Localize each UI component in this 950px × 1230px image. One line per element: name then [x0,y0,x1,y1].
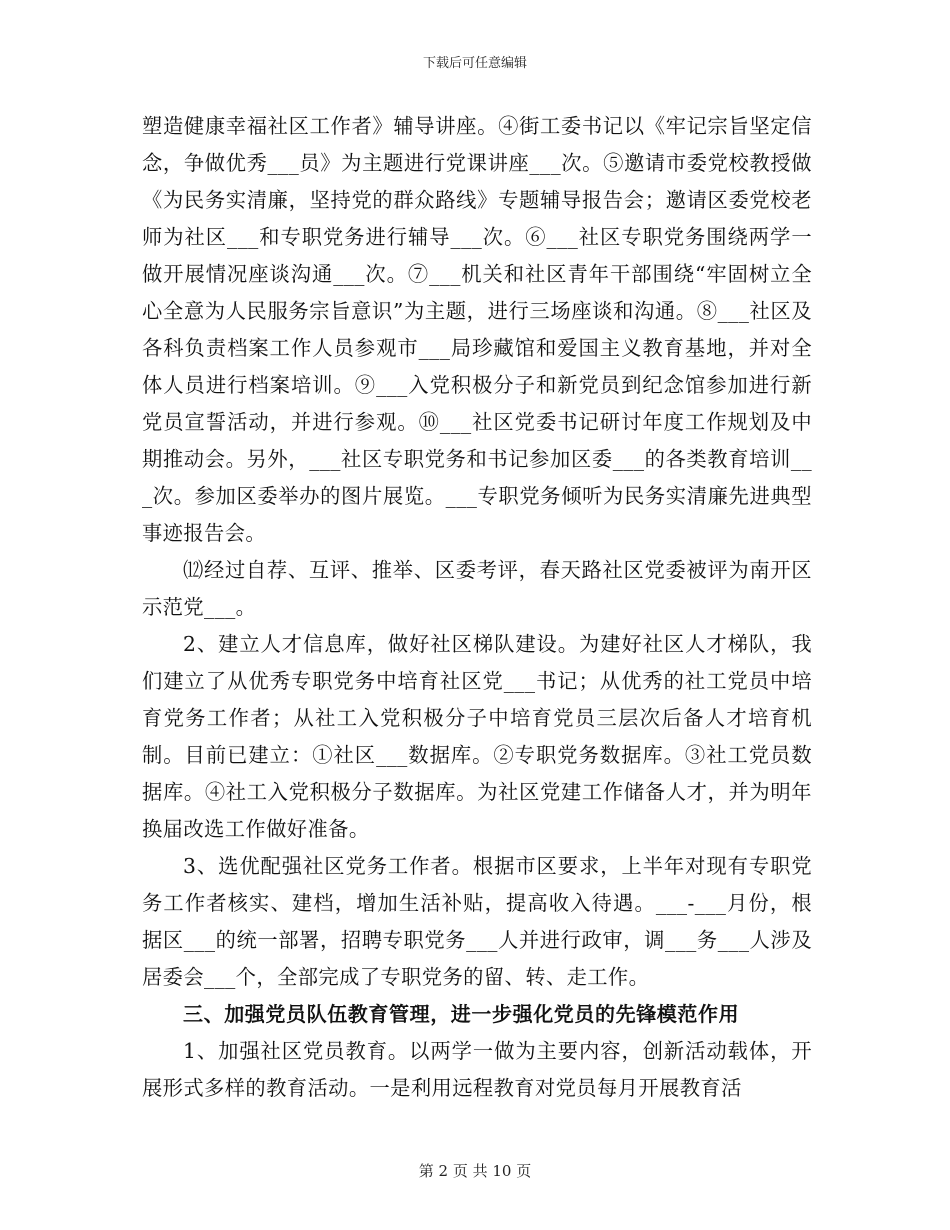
page-number: 第 2 页 共 10 页 [418,1162,532,1180]
body-paragraph: 塑造健康幸福社区工作者》辅导讲座。④街工委书记以《牢记宗旨坚定信念，争做优秀___员》为主题进行党课讲座___次。⑤邀请市委党校教授做《为民务实清廉，坚持党的群众路线》专题辅导报告会；邀请区委党校老师为社区___和专职党务进行辅导___次。⑥___社区专职党务围绕两学一做开展情况座谈沟通___次。⑦___机关和社区青年干部围绕“牢固树立全心全意为人民服务宗旨意识”为主题，进行三场座谈和沟通。⑧___社区及各科负责档案工作人员参观市___局珍藏馆和爱国主义教育基地，并对全体人员进行档案培训。⑨___入党积极分子和新党员到纪念馆参加进行新党员宣誓活动，并进行参观。⑩___社区党委书记研讨年度工作规划及中期推动会。另外，___社区专职党务和书记参加区委___的各类教育培训___次。参加区委举办的图片展览。___专职党务倾听为民务实清廉先进典型事迹报告会。 [142,114,812,545]
body-paragraph: 2、建立人才信息库，做好社区梯队建设。为建好社区人才梯队，我们建立了从优秀专职党务中培育社区党___书记；从优秀的社工党员中培育党务工作者；从社工入党积极分子中培育党员三层次后备人才培育机制。目前已建立：①社区___数据库。②专职党务数据库。③社工党员数据库。④社工入党积极分子数据库。为社区党建工作储备人才，并为明年换届改选工作做好准备。 [142,632,812,841]
page-header-note: 下载后可任意编辑 [422,56,527,71]
section-heading: 三、加强党员队伍教育管理，进一步强化党员的先锋模范作用 [183,1002,740,1026]
body-paragraph: 3、选优配强社区党务工作者。根据市区要求，上半年对现有专职党务工作者核实、建档，增加生活补贴，提高收入待遇。___-___月份，根据区___的统一部署，招聘专职党务___人并进行政审，调___务___人涉及居委会___个，全部完成了专职党务的留、转、走工作。 [142,854,812,989]
document-body [142,108,812,1107]
body-paragraph: ⑿经过自荐、互评、推举、区委考评，春天路社区党委被评为南开区示范党___。 [142,558,812,619]
body-paragraph: 1、加强社区党员教育。以两学一做为主要内容，创新活动载体，开展形式多样的教育活动。一是利用远程教育对党员每月开展教育活 [142,1039,812,1100]
